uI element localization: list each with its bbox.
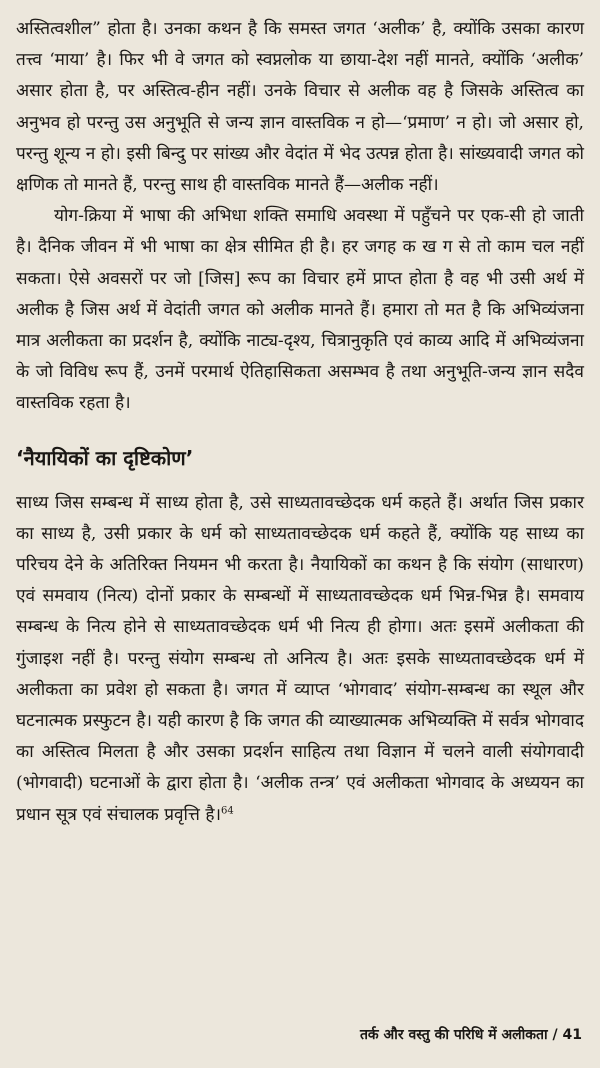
paragraph-samkhya-vedanta: अस्तित्वशील” होता है। उनका कथन है कि समस्त जगत ‘अलीक’ है, क्योंकि उसका कारण तत्त्व ‘माया’ है। फिर भी वे जगत को स्वप्नलोक या छाया-देश नहीं मानते, क्योंकि ‘अलीक’ असार होता है, पर अस्तित्व-हीन नहीं। उनके विचार से अलीक वह है जिसके अस्तित्व का अनुभव हो परन्तु उस अनुभूति से जन्य ज्ञान वास्तविक न हो—‘प्रमाण’ न हो। जो असार हो, परन्तु शून्य न हो। इसी बिन्दु पर सांख्य और वेदांत में भेद उत्पन्न होता है। सांख्यवादी जगत को क्षणिक तो मानते हैं, परन्तु साथ ही वास्तविक मानते हैं—अलीक नहीं।	[16, 19, 584, 196]
section-heading: ‘नैयायिकों का दृष्टिकोण’	[16, 445, 194, 470]
page-footer: तर्क और वस्तु की परिधि में अलीकता / 41	[359, 1027, 582, 1043]
footnote-marker: 64	[220, 804, 234, 816]
paragraph-yoga-language: योग-क्रिया में भाषा की अभिधा शक्ति समाधि अवस्था में पहुँचने पर एक-सी हो जाती है। दैनिक जीवन में भी भाषा का क्षेत्र सीमित ही है। हर जगह क ख ग से तो काम चल नहीं सकता। ऐसे अवसरों पर जो [जिस] रूप का विचार हमें प्राप्त होता है वह भी उसी अर्थ में अलीक है जिस अर्थ में वेदांती जगत को अलीक मानते हैं। हमारा तो मत है कि अभिव्यंजना मात्र अलीकता का प्रदर्शन है, क्योंकि नाट्य-दृश्य, चित्रानुकृति एवं काव्य आदि में अभिव्यंजना के जो विविध रूप हैं, उनमें परमार्थ ऐतिहासिकता असम्भव है तथा अनुभूति-जन्य ज्ञान सदैव वास्तविक रहता है।	[16, 206, 584, 414]
paragraph-text: साध्य जिस सम्बन्ध में साध्य होता है, उसे साध्यतावच्छेदक धर्म कहते हैं। अर्थात जिस प्रकार का साध्य है, उसी प्रकार के धर्म को साध्यतावच्छेदक धर्म कहते हैं, क्योंकि यह साध्य का परिचय देने के अतिरिक्त नियमन भी करता है। नैयायिकों का कथन है कि संयोग (साधारण) एवं समवाय (नित्य) दोनों प्रकार के सम्बन्धों में साध्यतावच्छेदक धर्म भिन्न-भिन्न है। समवाय सम्बन्ध के नित्य होने से साध्यतावच्छेदक धर्म भी नित्य ही होगा। अतः इसमें अलीकता की गुंजाइश नहीं है। परन्तु संयोग सम्बन्ध तो अनित्य है। अतः इसके साध्यतावच्छेदक धर्म में अलीकता का प्रवेश हो सकता है। जगत में व्याप्त ‘भोगवाद’ संयोग-सम्बन्ध का स्थूल और घटनात्मक प्रस्फुटन है। यही कारण है कि जगत की व्याख्यात्मक अभिव्यक्ति में सर्वत्र भोगवाद का अस्तित्व मिलता है और उसका प्रदर्शन साहित्य तथा विज्ञान में चलने वाली संयोगवादी (भोगवादी) घटनाओं के द्वारा होता है। ‘अलीक तन्त्र’ एवं अलीकता भोगवाद के अध्ययन का प्रधान सूत्र एवं संचालक प्रवृत्ति है।	[16, 492, 584, 825]
paragraph-naiyayika-view	[16, 488, 584, 831]
